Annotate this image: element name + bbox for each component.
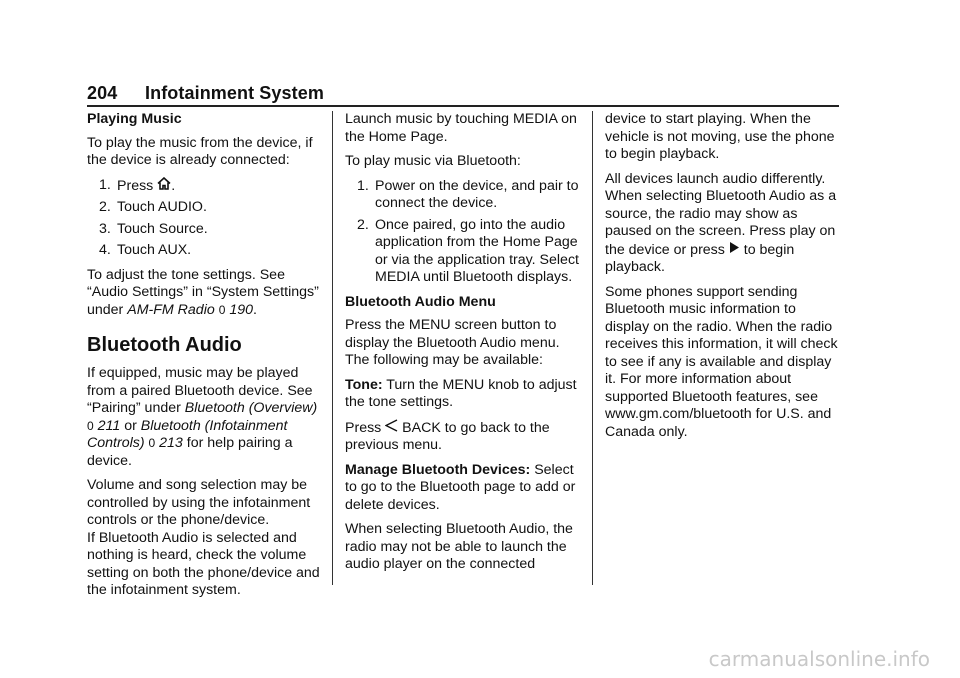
- steps-list: [345, 178, 581, 287]
- bt-paragraph: If equipped, music may be played from a paired Bluetooth device. See “Pairing” under Bluetooth (Overview) 0 211 or Bluetooth (Infotainment Controls) 0 213 for help pairing a device.: [87, 365, 318, 469]
- column-1: [87, 111, 323, 607]
- tone-paragraph: Tone: Turn the MENU knob to adjust the tone settings.: [345, 376, 577, 410]
- tone-paragraph: To adjust the tone settings. See “Audio Settings” in “System Settings” under AM-FM Radio 0 190.: [87, 266, 319, 318]
- home-icon: [157, 177, 171, 196]
- intro-paragraph: To play the music from the device, if the device is already connected:: [87, 134, 313, 168]
- list-item: 2. Touch AUDIO.: [99, 199, 207, 215]
- column-divider: [592, 111, 593, 585]
- selecting-paragraph: When selecting Bluetooth Audio, the radio may not be able to launch the audio player on the connected: [345, 521, 573, 572]
- bt-menu-heading: Bluetooth Audio Menu: [345, 293, 496, 310]
- launch-differently-paragraph: All devices launch audio differently. When selecting Bluetooth Audio as a source, the radio may show as paused on the screen. Press play on the device or press to begin playback.: [605, 170, 837, 275]
- column-3: [605, 111, 841, 448]
- menu-paragraph: Press the MENU screen button to display the Bluetooth Audio menu. The following may be available:: [345, 317, 560, 368]
- list-item: 1. Press .: [99, 176, 176, 194]
- nothing-heard-paragraph: If Bluetooth Audio is selected and nothing is heard, check the volume setting on both the phone/device and the infotainment system.: [87, 529, 320, 598]
- section-title: Infotainment System: [145, 83, 324, 103]
- volume-paragraph: Volume and song selection may be controlled by using the infotainment controls or the phone/device.: [87, 477, 311, 528]
- column-divider: [332, 111, 333, 585]
- via-paragraph: To play music via Bluetooth:: [345, 153, 521, 169]
- page-number: 204: [87, 83, 118, 103]
- page-ref[interactable]: 211: [97, 417, 121, 434]
- continued-paragraph: device to start playing. When the vehicle is not moving, use the phone to begin playback.: [605, 111, 835, 162]
- page-header: [87, 83, 839, 107]
- column-2: [345, 111, 581, 581]
- launch-paragraph: Launch music by touching MEDIA on the Home Page.: [345, 111, 577, 145]
- watermark: carmanualsonline.info: [708, 647, 930, 671]
- list-item: 4. Touch AUX.: [99, 242, 192, 258]
- list-item: 3. Touch Source.: [99, 220, 208, 237]
- page-ref[interactable]: 213: [159, 435, 183, 451]
- phones-paragraph: Some phones support sending Bluetooth music information to display on the radio. When the radio receives this information, it will check to see if any is available and display it. For more information about supported Bluetooth features, see www.gm.com/bluetooth for U.S. and Canada only.: [605, 283, 838, 440]
- playing-music-heading: Playing Music: [87, 111, 182, 127]
- bluetooth-audio-heading: Bluetooth Audio: [87, 334, 242, 356]
- list-item: 1. Power on the device, and pair to connect the device.: [357, 177, 579, 211]
- page-ref[interactable]: 190: [229, 301, 254, 318]
- page-ref-arrow: 0: [218, 302, 226, 317]
- back-paragraph: Press BACK to go back to the previous menu.: [345, 419, 550, 453]
- steps-list: [87, 177, 323, 260]
- manage-paragraph: Manage Bluetooth Devices: Select to go to the Bluetooth page to add or delete devices.: [345, 461, 576, 513]
- back-icon: [385, 419, 398, 438]
- play-icon: [729, 241, 740, 260]
- list-item: 2. Once paired, go into the audio application from the Home Page or via the application tray. Select MEDIA until Bluetooth displays.: [357, 216, 579, 285]
